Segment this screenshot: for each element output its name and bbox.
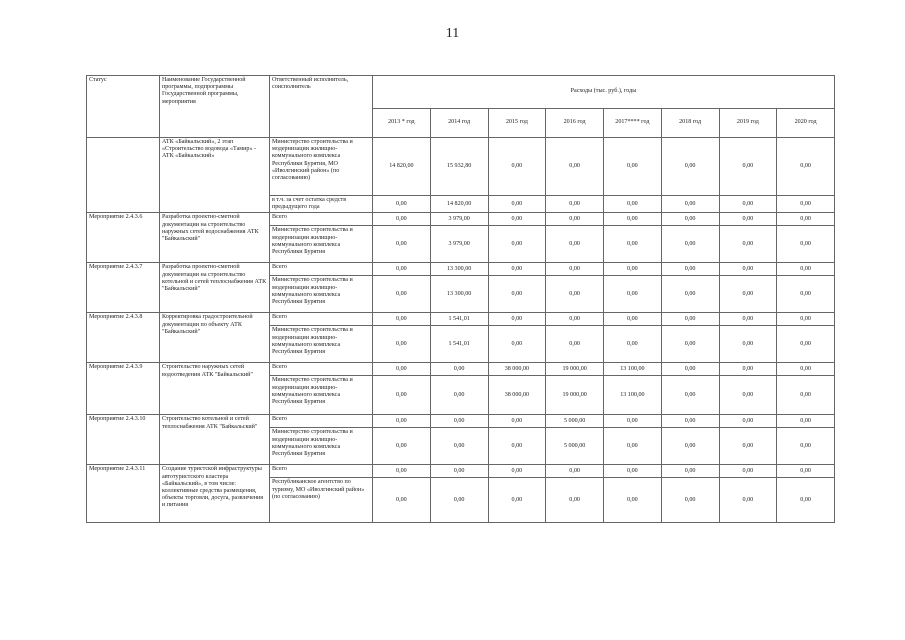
row-value: 0,00: [777, 415, 835, 428]
row-value: 0,00: [373, 428, 431, 465]
header-year: 2014 год: [430, 109, 488, 138]
row-executor: Министерство строительства и модернизации жилищно-коммунального комплекса Республики Бурятия: [270, 428, 373, 465]
row-value: 0,00: [661, 376, 719, 415]
row-value: 0,00: [604, 276, 662, 313]
row-value: 0,00: [373, 313, 431, 326]
header-year: 2017**** год: [604, 109, 662, 138]
row-value: 0,00: [777, 428, 835, 465]
row-value: 0,00: [546, 478, 604, 523]
row-value: 0,00: [719, 465, 777, 478]
row-value: 0,00: [661, 138, 719, 196]
row-value: 0,00: [604, 415, 662, 428]
row-value: 38 000,00: [488, 376, 546, 415]
table-row: [87, 313, 835, 326]
row-value: 0,00: [546, 138, 604, 196]
row-value: 0,00: [488, 415, 546, 428]
row-value: 0,00: [661, 263, 719, 276]
row-value: 0,00: [719, 376, 777, 415]
row-value: 0,00: [777, 213, 835, 226]
table-header: [87, 76, 835, 138]
row-executor: Всего: [270, 313, 373, 326]
row-name: Корректировка градостроительной документации по объекту АТК "Байкальский": [160, 313, 270, 363]
row-value: 0,00: [777, 326, 835, 363]
row-value: 0,00: [546, 213, 604, 226]
row-value: 14 820,00: [430, 196, 488, 213]
row-value: 0,00: [777, 263, 835, 276]
table-row: [87, 263, 835, 276]
row-value: 19 000,00: [546, 363, 604, 376]
row-value: 0,00: [777, 196, 835, 213]
row-value: 0,00: [661, 478, 719, 523]
page-number: 11: [445, 26, 460, 41]
header-year: 2018 год: [661, 109, 719, 138]
row-value: 0,00: [604, 313, 662, 326]
row-value: 0,00: [661, 326, 719, 363]
row-value: 0,00: [604, 428, 662, 465]
row-value: 0,00: [488, 138, 546, 196]
table-row: [87, 213, 835, 226]
row-value: 13 100,00: [604, 363, 662, 376]
row-value: 0,00: [488, 326, 546, 363]
row-value: 1 541,01: [430, 313, 488, 326]
table-row: [87, 465, 835, 478]
row-value: 0,00: [488, 313, 546, 326]
row-value: 0,00: [777, 465, 835, 478]
row-name: Разработка проектно-сметной документации на строительство котельной и сетей теплоснабжения АТК "Байкальский": [160, 263, 270, 313]
header-year: 2015 год: [488, 109, 546, 138]
row-value: 0,00: [546, 313, 604, 326]
row-value: 0,00: [373, 263, 431, 276]
header-executor: Ответственный исполнитель, соисполнитель: [270, 76, 373, 138]
row-value: 3 979,00: [430, 226, 488, 263]
table-row: [87, 415, 835, 428]
row-value: 0,00: [430, 428, 488, 465]
row-executor: Всего: [270, 465, 373, 478]
row-value: 0,00: [488, 465, 546, 478]
row-value: 15 932,80: [430, 138, 488, 196]
row-value: 0,00: [430, 376, 488, 415]
row-value: 0,00: [719, 363, 777, 376]
row-value: 0,00: [488, 428, 546, 465]
row-value: 14 820,00: [373, 138, 431, 196]
row-value: 0,00: [777, 313, 835, 326]
row-value: 0,00: [777, 226, 835, 263]
row-value: 0,00: [373, 376, 431, 415]
row-value: 0,00: [661, 363, 719, 376]
row-value: 0,00: [430, 363, 488, 376]
row-value: 0,00: [719, 326, 777, 363]
row-status: Мероприятие 2.4.3.10: [87, 415, 160, 465]
row-value: 0,00: [661, 213, 719, 226]
row-value: 0,00: [719, 415, 777, 428]
row-executor: Министерство строительства и модернизации жилищно-коммунального комплекса Республики Бурятия: [270, 226, 373, 263]
header-year: 2020 год: [777, 109, 835, 138]
row-value: 0,00: [546, 226, 604, 263]
row-value: 0,00: [604, 326, 662, 363]
row-value: 0,00: [661, 196, 719, 213]
row-name: Создание туристской инфраструктуры автотуристского кластера «Байкальский», в том числе: коллективные средства размещения, объекты торговли, досуга, развлечения и питания: [160, 465, 270, 523]
table-row: [87, 363, 835, 376]
row-value: 0,00: [373, 363, 431, 376]
row-status: Мероприятие 2.4.3.7: [87, 263, 160, 313]
row-value: 0,00: [604, 213, 662, 226]
row-value: 13 300,00: [430, 276, 488, 313]
row-value: 0,00: [488, 226, 546, 263]
row-value: 0,00: [719, 213, 777, 226]
row-value: 13 300,00: [430, 263, 488, 276]
row-status: Мероприятие 2.4.3.11: [87, 465, 160, 523]
header-year: 2019 год: [719, 109, 777, 138]
row-value: 0,00: [719, 276, 777, 313]
row-value: 0,00: [661, 428, 719, 465]
row-value: 38 000,00: [488, 363, 546, 376]
row-value: 5 000,00: [546, 415, 604, 428]
row-value: 0,00: [430, 415, 488, 428]
row-value: 0,00: [777, 138, 835, 196]
row-value: 0,00: [546, 276, 604, 313]
financing-table: [86, 75, 835, 523]
header-year: 2016 год: [546, 109, 604, 138]
row-executor: Всего: [270, 213, 373, 226]
row-value: 0,00: [719, 263, 777, 276]
row-value: 0,00: [661, 415, 719, 428]
row-value: 5 000,00: [546, 428, 604, 465]
row-executor: Всего: [270, 363, 373, 376]
row-value: 13 100,00: [604, 376, 662, 415]
row-value: 0,00: [373, 226, 431, 263]
row-executor: Всего: [270, 263, 373, 276]
row-value: 0,00: [604, 138, 662, 196]
table-row: [87, 138, 835, 196]
row-value: 0,00: [604, 263, 662, 276]
row-value: 0,00: [546, 263, 604, 276]
row-value: 0,00: [546, 326, 604, 363]
header-status: Статус: [87, 76, 160, 138]
row-value: 19 000,00: [546, 376, 604, 415]
row-value: 0,00: [777, 276, 835, 313]
row-executor: Министерство строительства и модернизации жилищно-коммунального комплекса Республики Бурятия: [270, 326, 373, 363]
row-value: 0,00: [661, 276, 719, 313]
row-value: 0,00: [488, 213, 546, 226]
row-value: 0,00: [373, 326, 431, 363]
row-executor: Министерство строительства и модернизации жилищно-коммунального комплекса Республики Бурятия: [270, 376, 373, 415]
row-value: 0,00: [777, 363, 835, 376]
row-value: 0,00: [430, 478, 488, 523]
row-name: Строительство котельной и сетей теплоснабжения АТК "Байкальский": [160, 415, 270, 465]
row-value: 0,00: [373, 415, 431, 428]
row-value: 0,00: [777, 478, 835, 523]
row-name: Разработка проектно-сметной документации на строительство наружных сетей водоснабжения АТК "Байкальский": [160, 213, 270, 263]
header-name: Наименование Государственной программы, подпрограммы Государственной программы, мероприятия: [160, 76, 270, 138]
row-status: [87, 138, 160, 213]
row-value: 0,00: [661, 465, 719, 478]
row-executor: Республиканское агентство по туризму, МО «Иволгинский район» (по согласованию): [270, 478, 373, 523]
header-year: 2013 * год: [373, 109, 431, 138]
row-value: 0,00: [719, 226, 777, 263]
row-value: 0,00: [373, 196, 431, 213]
row-value: 1 541,01: [430, 326, 488, 363]
row-value: 0,00: [546, 465, 604, 478]
row-value: 0,00: [719, 428, 777, 465]
row-value: 0,00: [604, 465, 662, 478]
row-executor: Всего: [270, 415, 373, 428]
row-executor: Министерство строительства и модернизации жилищно-коммунального комплекса Республики Бурятия: [270, 276, 373, 313]
row-value: 0,00: [661, 313, 719, 326]
row-value: 0,00: [373, 465, 431, 478]
row-status: Мероприятие 2.4.3.8: [87, 313, 160, 363]
header-financing: Расходы (тыс. руб.), годы: [373, 76, 835, 109]
row-value: 0,00: [719, 196, 777, 213]
row-value: 0,00: [719, 138, 777, 196]
row-value: 0,00: [719, 313, 777, 326]
row-status: Мероприятие 2.4.3.9: [87, 363, 160, 415]
row-value: 0,00: [777, 376, 835, 415]
row-value: 0,00: [488, 276, 546, 313]
row-name: АТК «Байкальский», 2 этап «Строительство водовода «Тамир» - АТК «Байкальский»: [160, 138, 270, 213]
row-status: Мероприятие 2.4.3.6: [87, 213, 160, 263]
row-value: 0,00: [488, 196, 546, 213]
row-value: 0,00: [488, 263, 546, 276]
row-value: 0,00: [661, 226, 719, 263]
table-body: [87, 138, 835, 523]
row-value: 0,00: [373, 478, 431, 523]
row-value: 0,00: [430, 465, 488, 478]
row-name: Строительство наружных сетей водоотведения АТК "Байкальский": [160, 363, 270, 415]
row-value: 3 979,00: [430, 213, 488, 226]
row-value: 0,00: [719, 478, 777, 523]
row-value: 0,00: [488, 478, 546, 523]
row-executor: в т.ч. за счет остатка средств предыдущего года: [270, 196, 373, 213]
row-value: 0,00: [604, 196, 662, 213]
row-value: 0,00: [604, 478, 662, 523]
row-value: 0,00: [373, 213, 431, 226]
row-executor: Министерство строительства и модернизации жилищно-коммунального комплекса Республики Бурятия, МО «Иволгинский район» (по согласованию): [270, 138, 373, 196]
row-value: 0,00: [373, 276, 431, 313]
row-value: 0,00: [546, 196, 604, 213]
row-value: 0,00: [604, 226, 662, 263]
